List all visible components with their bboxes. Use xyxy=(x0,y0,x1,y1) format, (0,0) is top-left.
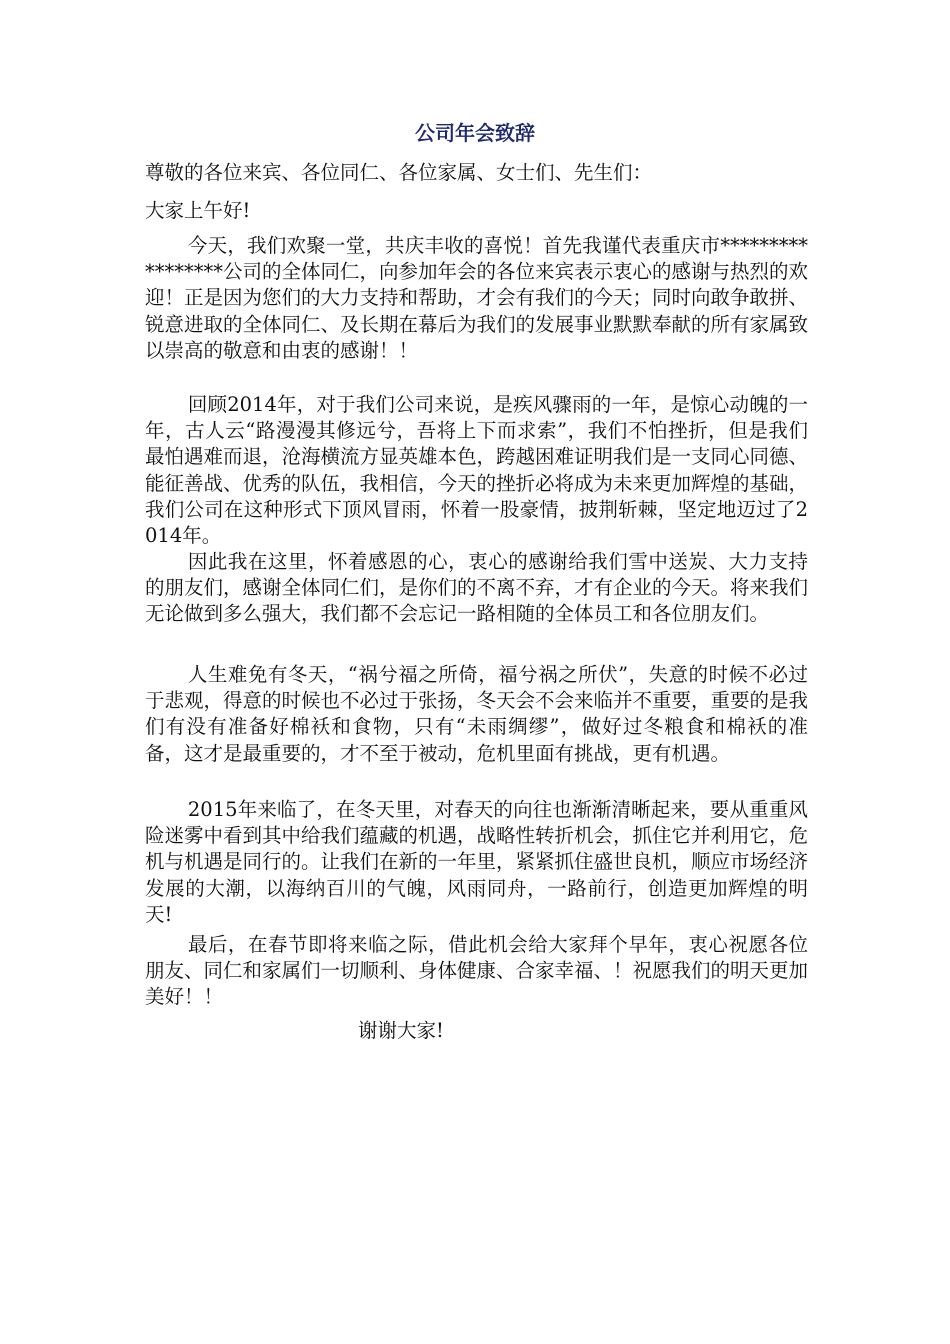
paragraph-6: 最后，在春节即将来临之际，借此机会给大家拜个早年，衷心祝愿各位朋友、同仁和家属们一切顺利、身体健康、合家幸福、！祝愿我们的明天更加美好！！ xyxy=(145,933,809,1009)
paragraph-1: 今天，我们欢聚一堂，共庆丰收的喜悦！首先我谨代表重庆市*****************公司的全体同仁，向参加年会的各位来宾表示衷心的感谢与热烈的欢迎！正是因为您们的大力支持和帮助，才会有我们的今天；同时向敢争敢拼、锐意进取的全体同仁、及长期在幕后为我们的发展事业默默奉献的所有家属致以崇高的敬意和由衷的感谢！！ xyxy=(145,234,809,362)
paragraph-4: 人生难免有冬天，“祸兮福之所倚，福兮祸之所伏”，失意的时候不必过于悲观，得意的时候也不必过于张扬，冬天会不会来临并不重要，重要的是我们有没有准备好棉袄和食物，只有“未雨绸缪”，做好过冬粮食和棉袄的准备，这才是最重要的，才不至于被动，危机里面有挑战，更有机遇。 xyxy=(145,663,809,765)
paragraph-5: 2015年来临了，在冬天里，对春天的向往也渐渐清晰起来，要从重重风险迷雾中看到其中给我们蕴藏的机遇，战略性转折机会，抓住它并利用它，危机与机遇是同行的。让我们在新的一年里，紧紧抓住盛世良机，顺应市场经济发展的大潮，以海纳百川的气魄，风雨同舟，一路前行，创造更加辉煌的明天! xyxy=(145,798,809,926)
paragraph-2: 回顾2014年，对于我们公司来说，是疾风骤雨的一年，是惊心动魄的一年，古人云“路漫漫其修远兮，吾将上下而求索”，我们不怕挫折，但是我们最怕遇难而退，沧海横流方显英雄本色，跨越困难证明我们是一支同心同德、能征善战、优秀的队伍，我相信，今天的挫折必将成为未来更加辉煌的基础，我们公司在这种形式下顶风冒雨，怀着一股豪情，披荆斩棘，坚定地迈过了2014年。 xyxy=(145,393,809,548)
salutation: 尊敬的各位来宾、各位同仁、各位家属、女士们、先生们： xyxy=(145,161,653,184)
greeting: 大家上午好! xyxy=(145,199,251,222)
paragraph-3: 因此我在这里，怀着感恩的心，衷心的感谢给我们雪中送炭、大力支持的朋友们，感谢全体同仁们，是你们的不离不弃，才有企业的今天。将来我们无论做到多么强大，我们都不会忘记一路相随的全体员工和各位朋友们。 xyxy=(145,550,809,626)
closing-line: 谢谢大家! xyxy=(358,1019,444,1042)
document-title: 公司年会致辞 xyxy=(415,121,535,145)
